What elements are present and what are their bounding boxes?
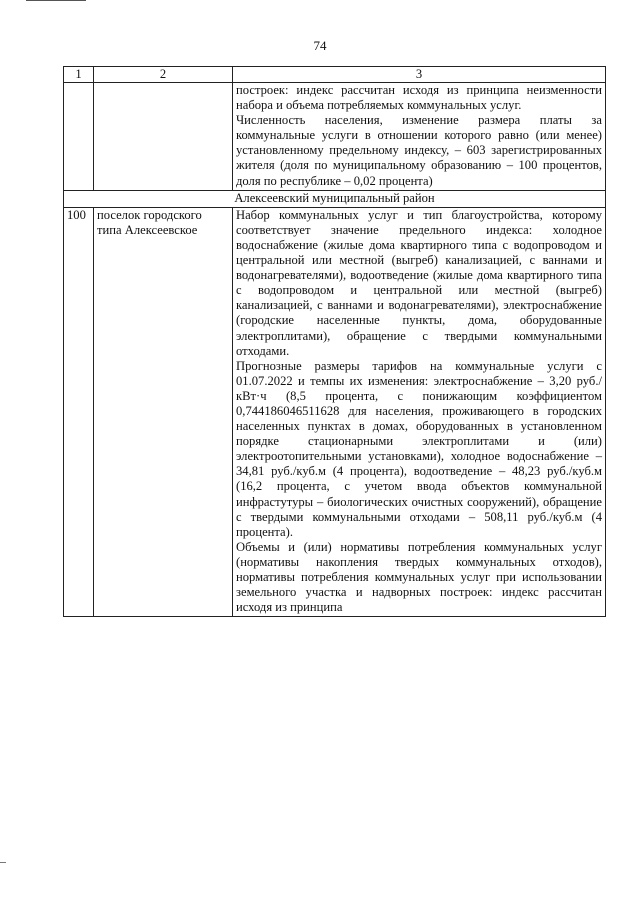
description-cell xyxy=(233,83,606,191)
description-paragraph: Набор коммунальных услуг и тип благоустройства, которому соответствует значение предельного индекса: холодное водоснабжение (жилые дома квартирного типа с водопроводом и центральной или местной (выгреб) канализацией, с ваннами и водонагревателями), водоотведение (жилые дома квартирного типа с водопроводом и центральной или местной (выгреб) канализацией, с ваннами и водонагревателями), электроснабжение (городские населенные пункты, дома, оборудованные электроплитами), обращение с твердыми коммунальными отходами. xyxy=(236,207,602,358)
table-header-row xyxy=(64,67,606,83)
description-paragraph: Численность населения, изменение размера платы за коммунальные услуги в отношении которого равно (или менее) установленному предельному индексу, – 603 зарегистрированных жителя (доля по муниципальному образованию – 100 процентов, доля по республике – 0,02 процента) xyxy=(236,113,602,188)
table-row xyxy=(64,207,606,617)
table-row xyxy=(64,83,606,191)
municipality-name-cell: поселок городского типа Алексеевское xyxy=(94,207,233,617)
description-paragraph: Прогнозные размеры тарифов на коммунальные услуги с 01.07.2022 и темпы их изменения: электроснабжение – 3,20 руб./кВт·ч (8,5 процента, с понижающим коэффициентом 0,744186046511628 для населения, проживающего в городских населенных пунктах в домах, оборудованных в установленном порядке стационарными электроплитами и (или) электроотопительными установками), холодное водоснабжение – 34,81 руб./куб.м (4 процента), водоотведение – 48,23 руб./куб.м (16,2 процента, с учетом ввода объектов коммунальной инфрастутуры – биологических очистных сооружений), обращение с твердыми коммунальными отходами – 508,11 руб./куб.м (4 процента). xyxy=(236,358,602,539)
header-col-1: 1 xyxy=(64,67,94,83)
section-title: Алексеевский муниципальный район xyxy=(64,190,606,207)
row-number-cell: 100 xyxy=(64,207,94,617)
section-row xyxy=(64,190,606,207)
scan-edge-mark xyxy=(0,862,6,863)
page-number: 74 xyxy=(313,38,327,53)
scan-edge-mark xyxy=(26,0,86,1)
municipality-name-cell xyxy=(94,83,233,191)
header-col-3: 3 xyxy=(233,67,606,83)
description-paragraph: Объемы и (или) нормативы потребления коммунальных услуг (нормативы накопления твердых коммунальных отходов), нормативы потребления коммунальных услуг при использовании земельного участка и надворных построек: индекс рассчитан исходя из принципа xyxy=(236,539,602,615)
description-cell xyxy=(233,207,606,617)
header-col-2: 2 xyxy=(94,67,233,83)
description-paragraph: построек: индекс рассчитан исходя из принципа неизменности набора и объема потребляемых коммунальных услуг. xyxy=(236,83,602,113)
document-table xyxy=(63,66,606,617)
row-number-cell xyxy=(64,83,94,191)
